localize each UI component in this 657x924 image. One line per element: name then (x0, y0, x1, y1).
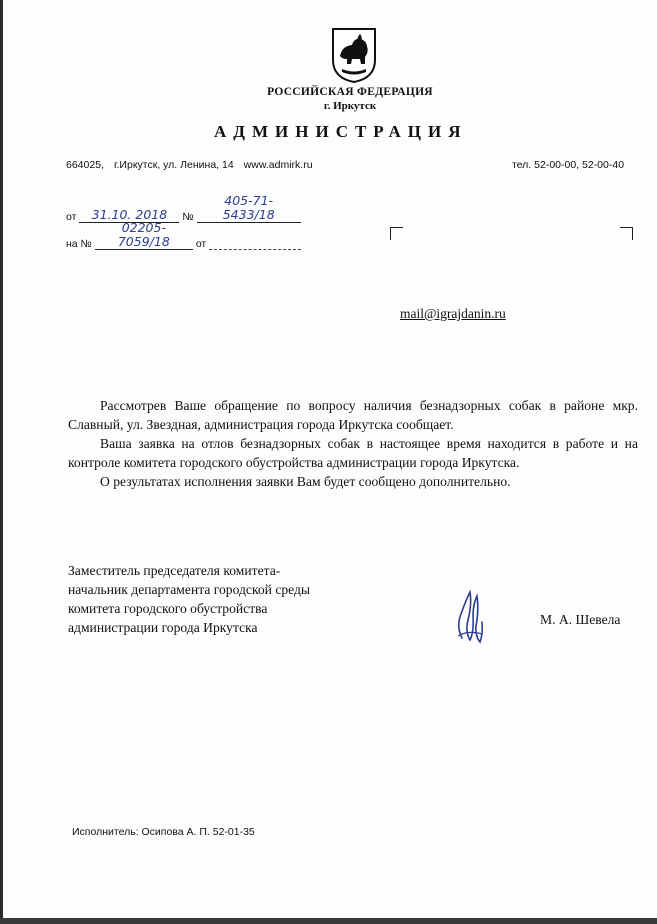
body-paragraph: Ваша заявка на отлов безнадзорных собак в настоящее время находится в работе и на контроле комитета городского обустройства администрации города Иркутска. (68, 436, 638, 470)
date-label: от (66, 211, 77, 223)
city-name: г. Иркутск (323, 100, 377, 112)
outgoing-ref-line (66, 194, 304, 223)
address-corner-right (620, 227, 633, 240)
postal-code: 664025, (66, 159, 104, 171)
reply-date-label: от (195, 238, 207, 250)
handwritten-signature (452, 586, 486, 646)
scan-edge-left (0, 0, 3, 924)
contact-phones: тел. 52-00-00, 52-00-40 (512, 159, 625, 171)
recipient-email[interactable]: mail@igrajdanin.ru (400, 306, 506, 321)
letter-date: 31.10. 2018 (79, 208, 179, 223)
reply-date-blank (209, 239, 301, 250)
reply-to-label: на № (66, 238, 92, 250)
street-address: г.Иркутск, ул. Ленина, 14 (113, 159, 234, 171)
page-title: АДМИНИСТРАЦИЯ (214, 122, 468, 141)
signer-name: М. А. Шевела (540, 612, 621, 627)
position-line: комитета городского обустройства (68, 601, 268, 616)
contact-address (66, 159, 323, 171)
address-corner-left (390, 227, 403, 240)
position-line: администрации города Иркутска (68, 620, 258, 635)
scan-edge-bottom (0, 918, 657, 924)
body-paragraph: Рассмотрев Ваше обращение по вопросу наличия безнадзорных собак в районе мкр. Славный, ул. Звездная, администрация города Иркутска сообщает. (68, 398, 638, 432)
incoming-number: 02205-7059/18 (95, 221, 193, 250)
executor-line: Исполнитель: Осипова А. П. 52-01-35 (72, 826, 255, 838)
incoming-ref-line (66, 221, 301, 250)
number-label: № (182, 211, 194, 223)
letter-body (68, 396, 638, 491)
signer-position (68, 561, 310, 637)
position-line: Заместитель председателя комитета- (68, 563, 281, 578)
outgoing-number: 405-71-5433/18 (197, 194, 301, 223)
country-name: РОССИЙСКАЯ ФЕДЕРАЦИЯ (267, 86, 433, 98)
position-line: начальник департамента городской среды (68, 582, 311, 597)
coat-of-arms-icon (330, 26, 378, 84)
body-paragraph: О результатах исполнения заявки Вам будет сообщено дополнительно. (100, 474, 511, 489)
website-link[interactable]: www.admirk.ru (243, 159, 313, 171)
